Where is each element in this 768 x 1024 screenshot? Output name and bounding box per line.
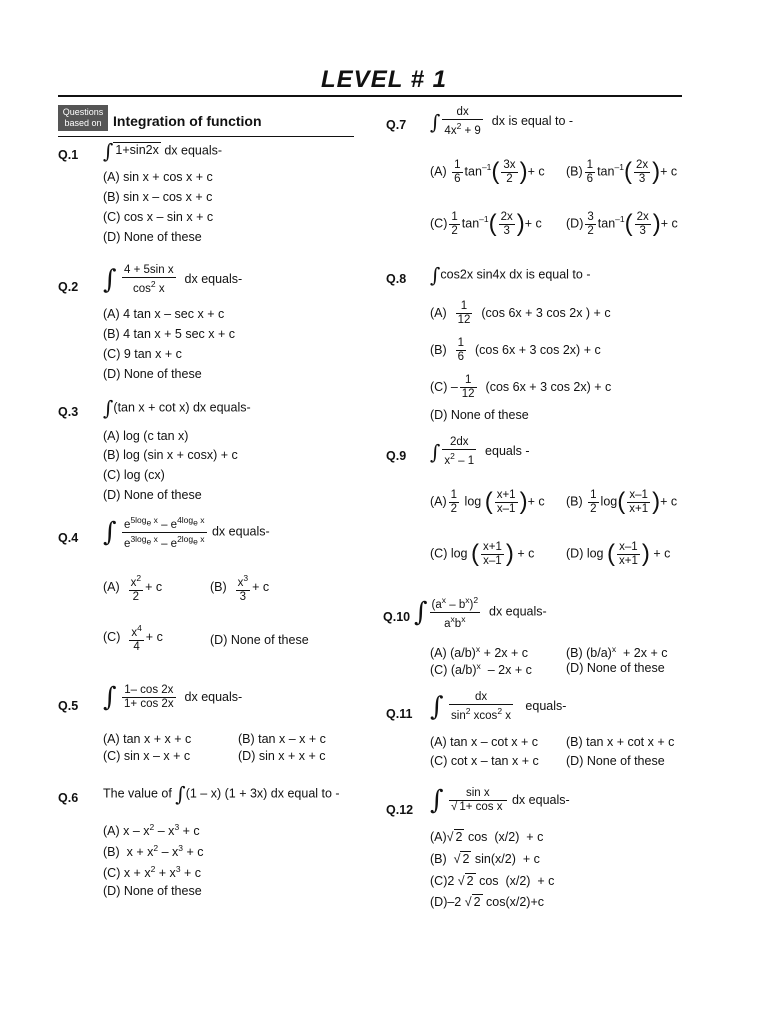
- q2-tail: dx equals-: [184, 272, 243, 287]
- q12-option-b: (B) √ 2 sin(x/2) + c: [430, 852, 540, 866]
- q8-option-b-tail: (cos 6x + 3 cos 2x) + c: [474, 342, 601, 357]
- q11-number: Q.11: [386, 707, 413, 721]
- q8-option-b: (B) $\frac{1}{6}$ (cos 6x + 3 cos 2x) + c: [430, 337, 601, 363]
- badge-line-1: Questions: [62, 107, 104, 117]
- topic-badge: [58, 105, 108, 131]
- q1-stem: ∫ 1+sin2x dx equals-: [103, 139, 223, 163]
- q4-tail: dx equals-: [211, 524, 270, 539]
- q11-stem: ∫ $\frac{dx}{\sin^2 xcos^2 x}$ equals-: [430, 691, 567, 722]
- q4-stem: ∫ $\frac{e^{5log_e x} - e^{4log_e x}}{e^{3log_e x} - e^{2log_e x}}$ dx equals-: [103, 515, 270, 550]
- q6-stem-pre: The value of: [103, 786, 172, 801]
- q11-option-d: (D) None of these: [566, 754, 665, 768]
- topic-rule: [58, 136, 354, 137]
- q11-option-a: (A) tan x – cot x + c: [430, 735, 539, 749]
- q9-option-c: (C) log ( $\frac{x+1}{x-1}$ ) + c: [430, 540, 535, 567]
- q8-option-c-tail: (cos 6x + 3 cos 2x) + c: [485, 379, 612, 394]
- q12-option-d: (D)–2 √ 2 cos(x/2)+c: [430, 895, 545, 909]
- q3-option-d: (D) None of these: [103, 488, 202, 502]
- q5-option-b: (B) tan x – x + c: [238, 732, 326, 746]
- q6-option-c: (C) $x + x^2 + x^3 + c$: [103, 864, 202, 881]
- q6-number: Q.6: [58, 791, 79, 805]
- q12-tail: dx equals-: [511, 792, 570, 807]
- q2-option-b: (B) 4 tan x + 5 sec x + c: [103, 327, 236, 341]
- q6-stem: The value of ∫(1 – x) (1 + 3x) dx equal to -: [103, 782, 340, 806]
- q3-option-a: (A) log (c tan x): [103, 429, 189, 443]
- q3-stem: ∫(tan x + cot x) dx equals-: [103, 396, 251, 420]
- q7-option-a: (A) $\frac{1}{6}$ $\tan^{-1}$( $\frac{3x}{2}$ )+ c: [430, 158, 545, 185]
- q4-option-a: (A) $\frac{x^2}{2}$ + c: [103, 573, 163, 603]
- q1-tail: dx equals-: [164, 143, 223, 158]
- q6-option-d: (D) None of these: [103, 884, 202, 898]
- q8-option-a: (A) $\frac{1}{12}$ (cos 6x + 3 cos 2x ) + c: [430, 300, 611, 326]
- q9-stem: ∫ $\frac{2dx}{x^2 - 1}$ equals -: [430, 436, 530, 467]
- badge-line-2: based on: [64, 118, 102, 128]
- q10-option-c: (C) $(a/b)^x - 2x + c$: [430, 661, 532, 678]
- q8-option-d: (D) None of these: [430, 408, 529, 422]
- q9-option-a: (A) $\frac{1}{2}$ log ( $\frac{x+1}{x-1}$ )+ c: [430, 488, 545, 515]
- q10-number: Q.10: [383, 610, 411, 624]
- q8-option-a-tail: (cos 6x + 3 cos 2x ) + c: [481, 305, 611, 320]
- page-title: LEVEL # 1: [321, 66, 447, 93]
- q5-number: Q.5: [58, 699, 79, 713]
- q5-option-d: (D) sin x + x + c: [238, 749, 326, 763]
- q9-option-d: (D) log ( $\frac{x-1}{x+1}$ ) + c: [566, 540, 671, 567]
- q4-option-c: (C) $\frac{x^4}{4}$ + c: [103, 623, 163, 653]
- q2-option-d: (D) None of these: [103, 367, 202, 381]
- q12-number: Q.12: [386, 803, 414, 817]
- q10-stem: ∫ $\frac{(a^x - b^x)^2}{a^xb^x}$ dx equals-: [414, 595, 547, 630]
- q4-option-b: (B) $\frac{x^3}{3}$ + c: [210, 573, 270, 603]
- q2-option-a: (A) 4 tan x – sec x + c: [103, 307, 225, 321]
- q5-option-c: (C) sin x – x + c: [103, 749, 191, 763]
- q6-option-a: (A) $x - x^2 - x^3 + c$: [103, 822, 200, 839]
- q7-number: Q.7: [386, 118, 407, 132]
- q6-option-b: (B) $x + x^2 - x^3 + c$: [103, 843, 204, 860]
- q1-option-b: (B) sin x – cos x + c: [103, 190, 213, 204]
- q3-number: Q.3: [58, 405, 79, 419]
- q1-option-c: (C) cos x – sin x + c: [103, 210, 214, 224]
- q2-number: Q.2: [58, 280, 79, 294]
- q3-option-c: (C) log (cx): [103, 468, 165, 482]
- q7-option-b: (B) $\frac{1}{6}$ $\tan^{-1}$( $\frac{2x}{3}$ )+ c: [566, 158, 678, 185]
- q8-stem-text: cos2x sin4x dx is equal to -: [440, 267, 591, 282]
- q9-option-b: (B) $\frac{1}{2}$ log( $\frac{x-1}{x+1}$ )+ c: [566, 488, 678, 515]
- q3-stem-text: (tan x + cot x) dx equals-: [113, 400, 251, 415]
- q2-option-c: (C) 9 tan x + c: [103, 347, 182, 361]
- q12-option-c: (C)2 √ 2 cos (x/2) + c: [430, 874, 555, 888]
- q10-option-b: (B) $(b/a)^x + 2x + c$: [566, 644, 668, 661]
- q7-option-d: (D) $\frac{3}{2}$ $\tan^{-1}$( $\frac{2x}{3}$ )+ c: [566, 210, 678, 237]
- q12-option-a: (A)√ 2 cos (x/2) + c: [430, 830, 544, 844]
- q1-option-a: (A) sin x + cos x + c: [103, 170, 213, 184]
- title-rule: [58, 95, 682, 97]
- q3-option-b: (B) log (sin x + cosx) + c: [103, 448, 238, 462]
- q9-tail: equals -: [485, 444, 530, 459]
- q2-stem: ∫ $\frac{\text{4 + 5sin x}}{\cos^2 x}$ dx equals-: [103, 264, 243, 295]
- q10-option-d: (D) None of these: [566, 661, 665, 675]
- q7-option-c: (C) $\frac{1}{2}$ $\tan^{-1}$( $\frac{2x}{3}$ )+ c: [430, 210, 542, 237]
- q4-number: Q.4: [58, 531, 79, 545]
- q7-tail: dx is equal to -: [491, 114, 574, 129]
- q9-number: Q.9: [386, 449, 407, 463]
- q11-option-b: (B) tan x + cot x + c: [566, 735, 675, 749]
- q8-option-c: (C) – $\frac{1}{12}$ (cos 6x + 3 cos 2x) + c: [430, 374, 612, 400]
- q11-tail: equals-: [525, 699, 567, 714]
- q12-stem: ∫ $\frac{\text{sin x}}{\text{√ 1+ cos x}}$ dx equals-: [430, 785, 570, 816]
- q11-option-c: (C) cot x – tan x + c: [430, 754, 539, 768]
- topic-heading: Integration of function: [113, 113, 262, 129]
- q1-option-d: (D) None of these: [103, 230, 202, 244]
- q5-tail: dx equals-: [184, 689, 243, 704]
- q7-stem: ∫ $\frac{dx}{4x^2 + 9}$ dx is equal to -: [430, 106, 574, 137]
- q1-number: Q.1: [58, 148, 79, 162]
- q8-number: Q.8: [386, 272, 407, 286]
- q5-option-a: (A) tan x + x + c: [103, 732, 192, 746]
- q10-tail: dx equals-: [489, 604, 547, 619]
- q5-stem: ∫ $\frac{1- \cos 2x}{1+ \cos 2x}$ dx equals-: [103, 682, 243, 713]
- q10-option-a: (A) $(a/b)^x + 2x + c$: [430, 644, 529, 661]
- q4-option-d: (D) None of these: [210, 633, 309, 647]
- q6-stem-post: (1 – x) (1 + 3x) dx equal to -: [185, 786, 340, 801]
- q8-stem: ∫cos2x sin4x dx is equal to -: [430, 263, 591, 287]
